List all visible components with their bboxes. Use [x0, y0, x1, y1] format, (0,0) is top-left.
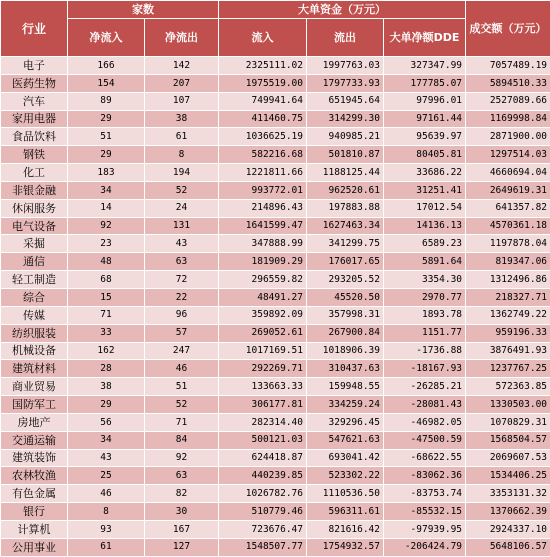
- table-row: [1, 378, 550, 396]
- net-out-cell: 142: [145, 57, 219, 75]
- outflow-cell: 1110536.50: [307, 485, 384, 503]
- industry-cell: 计算机: [1, 520, 68, 538]
- net-out-cell: 247: [145, 342, 219, 360]
- inflow-cell: 1017169.51: [219, 342, 307, 360]
- net-in-cell: 25: [68, 467, 145, 485]
- net-out-cell: 30: [145, 503, 219, 521]
- outflow-cell: 341299.75: [307, 235, 384, 253]
- net-dde-cell: 17012.54: [384, 199, 466, 217]
- turnover-cell: 1297514.03: [466, 146, 550, 164]
- inflow-cell: 1975519.00: [219, 74, 307, 92]
- net-in-cell: 38: [68, 378, 145, 396]
- table-body: [1, 57, 550, 557]
- inflow-cell: 292269.71: [219, 360, 307, 378]
- outflow-cell: 159948.55: [307, 378, 384, 396]
- net-out-cell: 72: [145, 271, 219, 289]
- net-out-cell: 38: [145, 110, 219, 128]
- net-out-cell: 57: [145, 324, 219, 342]
- net-in-cell: 15: [68, 288, 145, 306]
- net-dde-cell: 6589.23: [384, 235, 466, 253]
- outflow-cell: 314299.30: [307, 110, 384, 128]
- inflow-cell: 510779.46: [219, 503, 307, 521]
- turnover-cell: 1534406.25: [466, 467, 550, 485]
- industry-cell: 轻工制造: [1, 271, 68, 289]
- table-row: [1, 57, 550, 75]
- outflow-cell: 197883.88: [307, 199, 384, 217]
- net-out-cell: 92: [145, 449, 219, 467]
- net-dde-cell: 31251.41: [384, 181, 466, 199]
- outflow-cell: 1997763.03: [307, 57, 384, 75]
- net-in-cell: 28: [68, 360, 145, 378]
- net-dde-cell: 97161.44: [384, 110, 466, 128]
- net-dde-cell: -47500.59: [384, 431, 466, 449]
- table-row: [1, 288, 550, 306]
- table-row: [1, 538, 550, 556]
- inflow-cell: 440239.85: [219, 467, 307, 485]
- industry-cell: 通信: [1, 253, 68, 271]
- inflow-cell: 749941.64: [219, 92, 307, 110]
- inflow-cell: 269052.61: [219, 324, 307, 342]
- net-dde-cell: -68622.55: [384, 449, 466, 467]
- net-dde-cell: 14136.13: [384, 217, 466, 235]
- inflow-cell: 296559.82: [219, 271, 307, 289]
- table-row: [1, 324, 550, 342]
- net-out-cell: 82: [145, 485, 219, 503]
- header-outflow: 流出: [307, 19, 384, 57]
- net-in-cell: 183: [68, 164, 145, 182]
- industry-cell: 农林牧渔: [1, 467, 68, 485]
- net-in-cell: 93: [68, 520, 145, 538]
- outflow-cell: 1018906.39: [307, 342, 384, 360]
- net-in-cell: 8: [68, 503, 145, 521]
- table-row: [1, 342, 550, 360]
- net-in-cell: 29: [68, 110, 145, 128]
- net-in-cell: 68: [68, 271, 145, 289]
- table-row: [1, 235, 550, 253]
- net-in-cell: 61: [68, 538, 145, 556]
- net-dde-cell: 3354.30: [384, 271, 466, 289]
- outflow-cell: 821616.42: [307, 520, 384, 538]
- table-row: [1, 271, 550, 289]
- net-dde-cell: -26285.21: [384, 378, 466, 396]
- net-in-cell: 23: [68, 235, 145, 253]
- outflow-cell: 329296.45: [307, 413, 384, 431]
- header-industry: 行业: [1, 1, 68, 57]
- net-in-cell: 92: [68, 217, 145, 235]
- net-out-cell: 52: [145, 181, 219, 199]
- turnover-cell: 1312496.86: [466, 271, 550, 289]
- table-row: [1, 485, 550, 503]
- industry-cell: 商业贸易: [1, 378, 68, 396]
- industry-cell: 综合: [1, 288, 68, 306]
- outflow-cell: 651945.64: [307, 92, 384, 110]
- inflow-cell: 48491.27: [219, 288, 307, 306]
- industry-cell: 传媒: [1, 306, 68, 324]
- industry-cell: 银行: [1, 503, 68, 521]
- industry-cell: 国防军工: [1, 396, 68, 414]
- industry-cell: 机械设备: [1, 342, 68, 360]
- turnover-cell: 4570361.18: [466, 217, 550, 235]
- turnover-cell: 3353131.32: [466, 485, 550, 503]
- inflow-cell: 133663.33: [219, 378, 307, 396]
- inflow-cell: 306177.81: [219, 396, 307, 414]
- net-out-cell: 127: [145, 538, 219, 556]
- inflow-cell: 1641599.47: [219, 217, 307, 235]
- net-dde-cell: 1151.77: [384, 324, 466, 342]
- outflow-cell: 596311.61: [307, 503, 384, 521]
- net-in-cell: 154: [68, 74, 145, 92]
- industry-cell: 非银金融: [1, 181, 68, 199]
- turnover-cell: 1568504.57: [466, 431, 550, 449]
- inflow-cell: 181909.29: [219, 253, 307, 271]
- table-row: [1, 110, 550, 128]
- outflow-cell: 523302.22: [307, 467, 384, 485]
- header-net-out: 净流出: [145, 19, 219, 57]
- net-in-cell: 33: [68, 324, 145, 342]
- net-dde-cell: 97996.01: [384, 92, 466, 110]
- net-in-cell: 43: [68, 449, 145, 467]
- net-dde-cell: -85532.15: [384, 503, 466, 521]
- industry-cell: 钢铁: [1, 146, 68, 164]
- industry-cell: 医药生物: [1, 74, 68, 92]
- table-row: [1, 74, 550, 92]
- inflow-cell: 347888.99: [219, 235, 307, 253]
- turnover-cell: 959196.33: [466, 324, 550, 342]
- outflow-cell: 1627463.34: [307, 217, 384, 235]
- net-in-cell: 14: [68, 199, 145, 217]
- net-out-cell: 52: [145, 396, 219, 414]
- table-row: [1, 396, 550, 414]
- turnover-cell: 1362749.22: [466, 306, 550, 324]
- net-dde-cell: -206424.79: [384, 538, 466, 556]
- inflow-cell: 1221811.66: [219, 164, 307, 182]
- net-dde-cell: 177785.07: [384, 74, 466, 92]
- turnover-cell: 1070829.31: [466, 413, 550, 431]
- net-out-cell: 194: [145, 164, 219, 182]
- industry-cell: 休闲服务: [1, 199, 68, 217]
- net-dde-cell: 327347.99: [384, 57, 466, 75]
- header-turnover: 成交额（万元）: [466, 1, 550, 57]
- table-row: [1, 467, 550, 485]
- net-dde-cell: -1736.88: [384, 342, 466, 360]
- turnover-cell: 1370662.39: [466, 503, 550, 521]
- turnover-cell: 2649619.31: [466, 181, 550, 199]
- industry-cell: 家用电器: [1, 110, 68, 128]
- turnover-cell: 5894510.33: [466, 74, 550, 92]
- outflow-cell: 334259.24: [307, 396, 384, 414]
- net-in-cell: 29: [68, 146, 145, 164]
- table-row: [1, 92, 550, 110]
- table-row: [1, 449, 550, 467]
- turnover-cell: 641357.82: [466, 199, 550, 217]
- inflow-cell: 582216.68: [219, 146, 307, 164]
- inflow-cell: 214896.43: [219, 199, 307, 217]
- net-in-cell: 162: [68, 342, 145, 360]
- turnover-cell: 819347.06: [466, 253, 550, 271]
- net-dde-cell: -46982.05: [384, 413, 466, 431]
- net-out-cell: 8: [145, 146, 219, 164]
- turnover-cell: 2871900.00: [466, 128, 550, 146]
- table-row: [1, 431, 550, 449]
- outflow-cell: 310437.63: [307, 360, 384, 378]
- net-out-cell: 63: [145, 467, 219, 485]
- net-out-cell: 131: [145, 217, 219, 235]
- header-net-dde: 大单净额DDE: [384, 19, 466, 57]
- outflow-cell: 357998.31: [307, 306, 384, 324]
- turnover-cell: 2069607.53: [466, 449, 550, 467]
- net-out-cell: 63: [145, 253, 219, 271]
- outflow-cell: 693041.42: [307, 449, 384, 467]
- industry-cell: 食品饮料: [1, 128, 68, 146]
- inflow-cell: 993772.01: [219, 181, 307, 199]
- net-dde-cell: -18167.93: [384, 360, 466, 378]
- outflow-cell: 547621.63: [307, 431, 384, 449]
- net-in-cell: 71: [68, 306, 145, 324]
- table-row: [1, 413, 550, 431]
- outflow-cell: 176017.65: [307, 253, 384, 271]
- turnover-cell: 2924337.10: [466, 520, 550, 538]
- industry-cell: 电子: [1, 57, 68, 75]
- net-out-cell: 84: [145, 431, 219, 449]
- turnover-cell: 5648106.57: [466, 538, 550, 556]
- industry-cell: 采掘: [1, 235, 68, 253]
- inflow-cell: 411460.75: [219, 110, 307, 128]
- outflow-cell: 1188125.44: [307, 164, 384, 182]
- net-out-cell: 43: [145, 235, 219, 253]
- header-household: 家数: [68, 1, 219, 19]
- header-big-funds: 大单资金（万元）: [219, 1, 466, 19]
- table-row: [1, 146, 550, 164]
- inflow-cell: 282314.40: [219, 413, 307, 431]
- industry-cell: 房地产: [1, 413, 68, 431]
- turnover-cell: 218327.71: [466, 288, 550, 306]
- net-in-cell: 89: [68, 92, 145, 110]
- net-dde-cell: -97939.95: [384, 520, 466, 538]
- turnover-cell: 1330503.00: [466, 396, 550, 414]
- net-out-cell: 61: [145, 128, 219, 146]
- turnover-cell: 3876491.93: [466, 342, 550, 360]
- net-in-cell: 29: [68, 396, 145, 414]
- net-in-cell: 51: [68, 128, 145, 146]
- net-in-cell: 34: [68, 431, 145, 449]
- turnover-cell: 1197878.04: [466, 235, 550, 253]
- outflow-cell: 45520.50: [307, 288, 384, 306]
- table-row: [1, 181, 550, 199]
- header-inflow: 流入: [219, 19, 307, 57]
- turnover-cell: 2527089.66: [466, 92, 550, 110]
- net-in-cell: 56: [68, 413, 145, 431]
- inflow-cell: 723676.47: [219, 520, 307, 538]
- net-dde-cell: 1893.78: [384, 306, 466, 324]
- industry-cell: 有色金属: [1, 485, 68, 503]
- inflow-cell: 1036625.19: [219, 128, 307, 146]
- net-in-cell: 34: [68, 181, 145, 199]
- net-out-cell: 207: [145, 74, 219, 92]
- industry-cell: 交通运输: [1, 431, 68, 449]
- turnover-cell: 572363.85: [466, 378, 550, 396]
- inflow-cell: 624418.87: [219, 449, 307, 467]
- industry-cell: 汽车: [1, 92, 68, 110]
- table-row: [1, 520, 550, 538]
- net-in-cell: 46: [68, 485, 145, 503]
- net-dde-cell: 2970.77: [384, 288, 466, 306]
- net-dde-cell: 5891.64: [384, 253, 466, 271]
- turnover-cell: 1237767.25: [466, 360, 550, 378]
- table-row: [1, 503, 550, 521]
- net-out-cell: 24: [145, 199, 219, 217]
- industry-cell: 纺织服装: [1, 324, 68, 342]
- net-out-cell: 96: [145, 306, 219, 324]
- net-dde-cell: -83062.36: [384, 467, 466, 485]
- net-dde-cell: 33686.22: [384, 164, 466, 182]
- outflow-cell: 267900.84: [307, 324, 384, 342]
- table-row: [1, 164, 550, 182]
- outflow-cell: 501810.87: [307, 146, 384, 164]
- industry-cell: 建筑材料: [1, 360, 68, 378]
- net-out-cell: 46: [145, 360, 219, 378]
- turnover-cell: 1169998.84: [466, 110, 550, 128]
- net-dde-cell: -28081.43: [384, 396, 466, 414]
- turnover-cell: 4660694.04: [466, 164, 550, 182]
- outflow-cell: 1754932.57: [307, 538, 384, 556]
- table-row: [1, 306, 550, 324]
- net-in-cell: 166: [68, 57, 145, 75]
- net-out-cell: 167: [145, 520, 219, 538]
- industry-cell: 公用事业: [1, 538, 68, 556]
- table-row: [1, 128, 550, 146]
- net-out-cell: 71: [145, 413, 219, 431]
- net-in-cell: 48: [68, 253, 145, 271]
- inflow-cell: 1026782.76: [219, 485, 307, 503]
- outflow-cell: 940985.21: [307, 128, 384, 146]
- net-dde-cell: 95639.97: [384, 128, 466, 146]
- net-out-cell: 51: [145, 378, 219, 396]
- inflow-cell: 500121.03: [219, 431, 307, 449]
- table-row: [1, 217, 550, 235]
- outflow-cell: 1797733.93: [307, 74, 384, 92]
- turnover-cell: 7057489.19: [466, 57, 550, 75]
- industry-cell: 建筑装饰: [1, 449, 68, 467]
- inflow-cell: 1548507.77: [219, 538, 307, 556]
- net-dde-cell: -83753.74: [384, 485, 466, 503]
- inflow-cell: 2325111.02: [219, 57, 307, 75]
- net-dde-cell: 80405.81: [384, 146, 466, 164]
- outflow-cell: 293205.52: [307, 271, 384, 289]
- table-row: [1, 253, 550, 271]
- header-net-in: 净流入: [68, 19, 145, 57]
- industry-cell: 电气设备: [1, 217, 68, 235]
- net-out-cell: 107: [145, 92, 219, 110]
- net-out-cell: 22: [145, 288, 219, 306]
- inflow-cell: 359892.09: [219, 306, 307, 324]
- table-row: [1, 360, 550, 378]
- outflow-cell: 962520.61: [307, 181, 384, 199]
- industry-cell: 化工: [1, 164, 68, 182]
- table-row: [1, 199, 550, 217]
